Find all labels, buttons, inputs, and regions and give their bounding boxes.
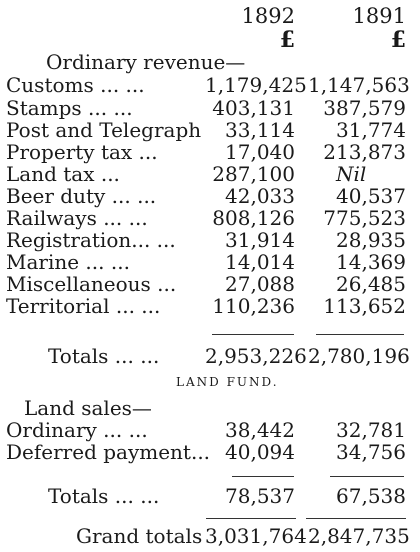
value-1892: 33,114 — [225, 118, 295, 142]
value-1891: 14,369 — [336, 250, 406, 274]
value-1891: Nil — [336, 162, 367, 186]
value-1892: 42,033 — [225, 184, 295, 208]
row-label: Miscellaneous ... — [6, 272, 177, 296]
value-1891: 1,147,563 — [308, 73, 410, 97]
value-1892: 1,179,425 — [205, 73, 307, 97]
grand-totals-rule-1891 — [306, 518, 406, 519]
value-1892: 403,131 — [212, 96, 295, 120]
land-totals-rule-1891 — [330, 476, 404, 477]
value-1892: 287,100 — [212, 162, 295, 186]
grand-totals-label: Grand totals — [76, 524, 203, 548]
value-1892: 31,914 — [225, 228, 295, 252]
land-totals-rule-1892 — [232, 476, 294, 477]
land-fund-heading: LAND FUND. — [176, 375, 279, 389]
value-1891: 28,935 — [336, 228, 406, 252]
row-label: Property tax ... — [6, 140, 158, 164]
row-label: Beer duty ... ... — [6, 184, 157, 208]
row-label: Registration... ... — [6, 228, 176, 252]
value-1892: 808,126 — [212, 206, 295, 230]
value-1891: 113,652 — [323, 294, 406, 318]
value-1891: 40,537 — [336, 184, 406, 208]
value-1891: 31,774 — [336, 118, 406, 142]
value-1891: 387,579 — [323, 96, 406, 120]
land-totals-1891: 67,538 — [336, 484, 406, 508]
pound-unit-1891: £ — [390, 27, 406, 53]
totals-rule-1892 — [212, 334, 294, 335]
row-label: Territorial ... ... — [6, 294, 161, 318]
value-1891: 775,523 — [323, 206, 406, 230]
value-1892: 14,014 — [225, 250, 295, 274]
row-label: Marine ... ... — [6, 250, 130, 274]
totals-label: Totals ... ... — [48, 344, 160, 368]
year-1891-header: 1891 — [352, 4, 406, 28]
totals-1891: 2,780,196 — [308, 344, 410, 368]
grand-totals-rule-1892 — [206, 518, 296, 519]
pound-unit-1892: £ — [279, 27, 295, 53]
row-label: Customs ... ... — [6, 73, 145, 97]
value-1892: 17,040 — [225, 140, 295, 164]
year-1892-header: 1892 — [241, 4, 295, 28]
totals-1892: 2,953,226 — [205, 344, 307, 368]
land-sales-heading: Land sales— — [24, 396, 152, 420]
row-label: Deferred payment... — [6, 440, 211, 464]
value-1891: 34,756 — [336, 440, 406, 464]
land-totals-1892: 78,537 — [225, 484, 295, 508]
row-label: Ordinary ... ... — [6, 418, 148, 442]
row-label: Post and Telegraph — [6, 118, 202, 142]
row-label: Land tax ... — [6, 162, 120, 186]
value-1892: 38,442 — [225, 418, 295, 442]
value-1892: 40,094 — [225, 440, 295, 464]
value-1892: 110,236 — [212, 294, 295, 318]
value-1892: 27,088 — [225, 272, 295, 296]
value-1891: 26,485 — [336, 272, 406, 296]
totals-rule-1891 — [316, 334, 404, 335]
ordinary-revenue-heading: Ordinary revenue— — [46, 50, 246, 74]
grand-totals-1891: 2,847,735 — [308, 524, 410, 548]
row-label: Stamps ... ... — [6, 96, 133, 120]
row-label: Railways ... ... — [6, 206, 148, 230]
grand-totals-1892: 3,031,764 — [205, 524, 307, 548]
value-1891: 32,781 — [336, 418, 406, 442]
value-1891: 213,873 — [323, 140, 406, 164]
land-totals-label: Totals ... ... — [48, 484, 160, 508]
